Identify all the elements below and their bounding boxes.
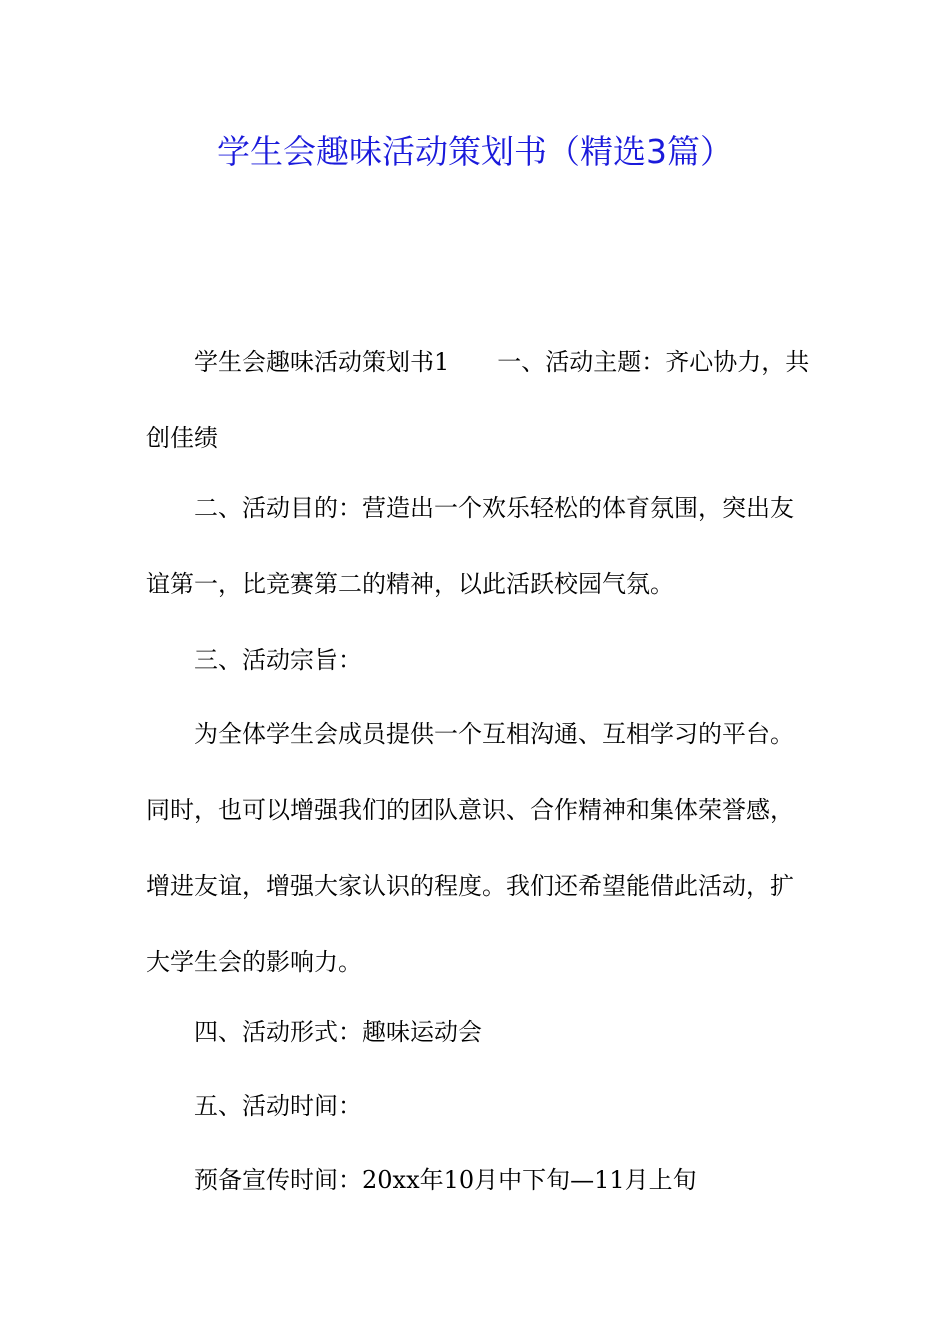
- paragraph-purpose: 二、活动目的：营造出一个欢乐轻松的体育氛围，突出友谊第一，比竞赛第二的精神，以此活跃校园气氛。: [146, 494, 794, 598]
- document-title: 学生会趣味活动策划书（精选3篇）: [217, 132, 733, 171]
- paragraph-theme: 学生会趣味活动策划书1 一、活动主题：齐心协力，共创佳绩: [146, 348, 810, 452]
- paragraph-aim-heading: 三、活动宗旨：: [194, 646, 362, 674]
- paragraph-time-heading: 五、活动时间：: [194, 1092, 362, 1120]
- paragraph-format: 四、活动形式：趣味运动会: [194, 1018, 482, 1046]
- paragraph-aim-body: 为全体学生会成员提供一个互相沟通、互相学习的平台。同时，也可以增强我们的团队意识、合作精神和集体荣誉感，增进友谊，增强大家认识的程度。我们还希望能借此活动，扩大学生会的影响力。: [146, 720, 794, 976]
- paragraph-prep-time: 预备宣传时间：20xx年10月中下旬—11月上旬: [194, 1166, 697, 1194]
